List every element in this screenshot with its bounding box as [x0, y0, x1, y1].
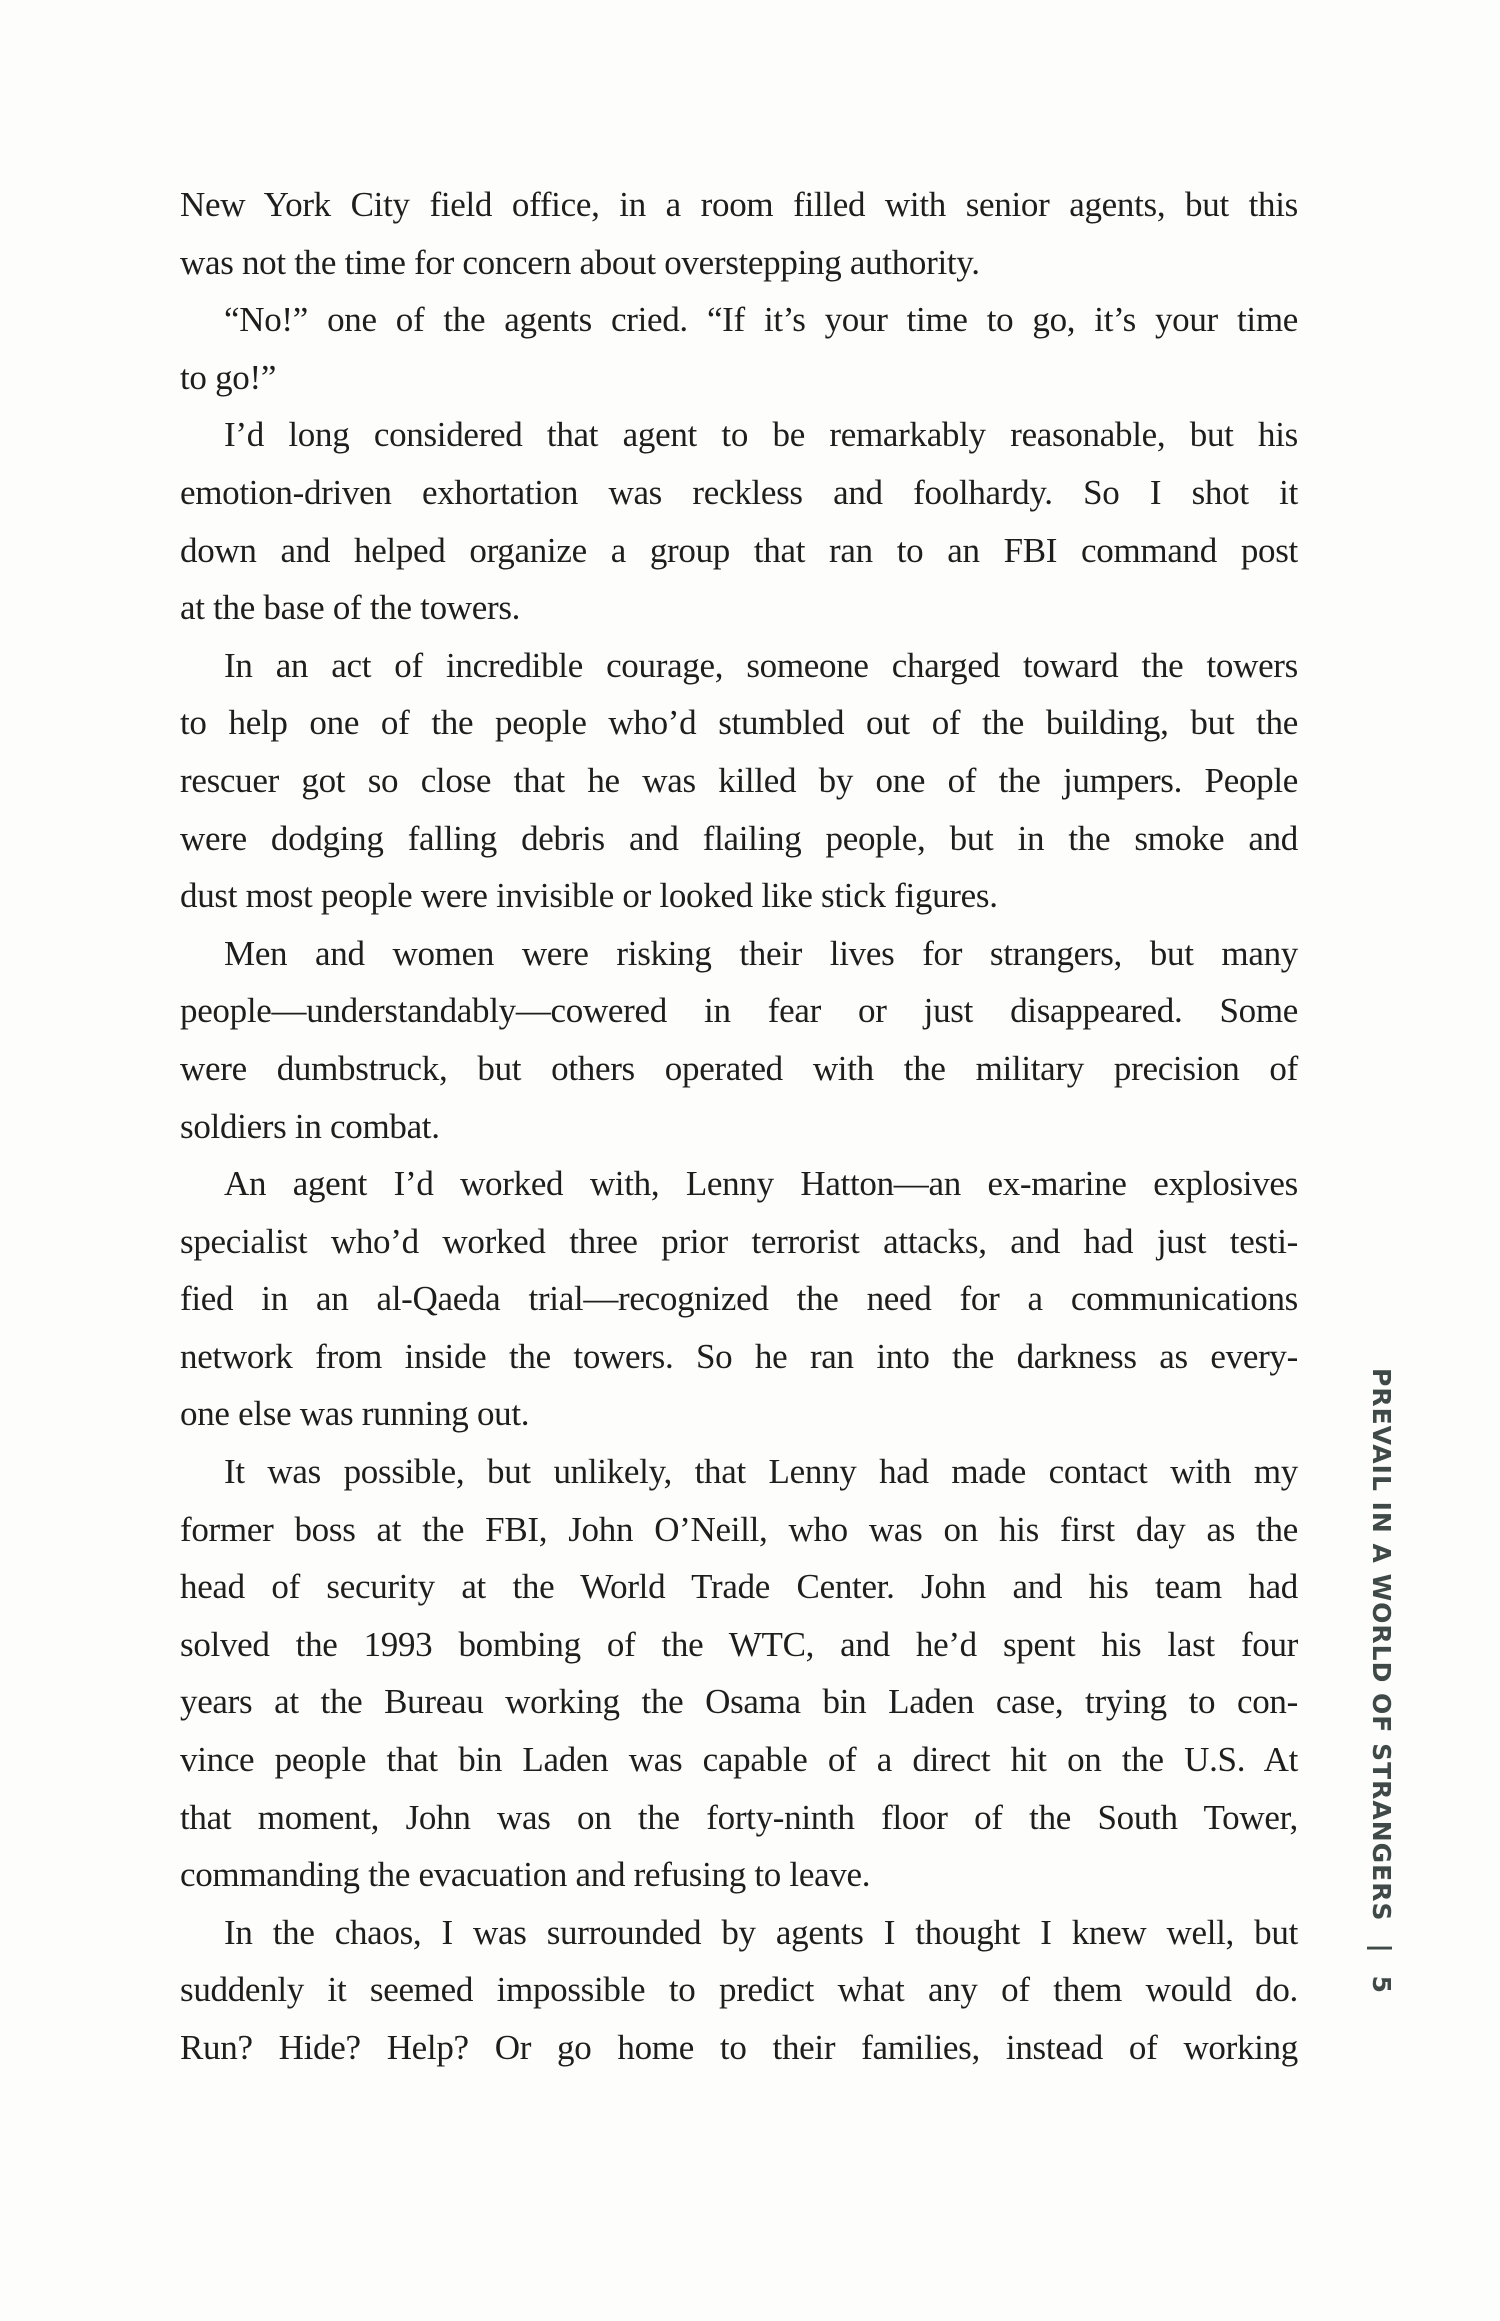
text-line: network from inside the towers. So he ran into the darkness as every-	[180, 1336, 1298, 1376]
paragraph	[180, 1904, 1298, 2077]
text-line: emotion-driven exhortation was reckless and foolhardy. So I shot it	[180, 472, 1298, 512]
text-line: to go!”	[180, 357, 277, 397]
page-number: 5	[1367, 1975, 1396, 1995]
text-line: former boss at the FBI, John O’Neill, who was on his first day as the	[180, 1509, 1298, 1549]
text-line: Run? Hide? Help? Or go home to their families, instead of working	[180, 2028, 1298, 2067]
text-line: solved the 1993 bombing of the WTC, and he’d spent his last four	[180, 1624, 1298, 1664]
text-line: An agent I’d worked with, Lenny Hatton—an ex-marine explosives	[224, 1164, 1298, 1204]
text-line: soldiers in combat.	[180, 1106, 440, 1146]
text-line: was not the time for concern about overstepping authority.	[180, 242, 980, 282]
paragraph	[180, 637, 1298, 925]
text-line: fied in an al-Qaeda trial—recognized the need for a communications	[180, 1279, 1298, 1319]
text-line: down and helped organize a group that ran to an FBI command post	[180, 530, 1298, 570]
text-line: I’d long considered that agent to be remarkably reasonable, but his	[224, 415, 1298, 455]
paragraph	[180, 406, 1298, 636]
book-title: PREVAIL IN A WORLD OF STRANGERS	[1367, 1368, 1396, 1922]
text-line: to help one of the people who’d stumbled out of the building, but the	[180, 703, 1298, 743]
paragraph	[180, 291, 1298, 406]
text-line: commanding the evacuation and refusing to leave.	[180, 1855, 871, 1895]
text-line: one else was running out.	[180, 1394, 530, 1434]
paragraph	[180, 176, 1298, 291]
text-line: specialist who’d worked three prior terrorist attacks, and had just testi-	[180, 1221, 1298, 1261]
body-text	[180, 176, 1298, 2077]
paragraph	[180, 1155, 1298, 1443]
text-line: It was possible, but unlikely, that Lenny had made contact with my	[224, 1452, 1298, 1492]
text-line: were dumbstruck, but others operated with the military precision of	[180, 1048, 1298, 1088]
text-line: “No!” one of the agents cried. “If it’s your time to go, it’s your time	[224, 300, 1298, 340]
text-line: suddenly it seemed impossible to predict what any of them would do.	[180, 1970, 1298, 2010]
text-line: New York City field office, in a room filled with senior agents, but this	[180, 185, 1298, 224]
running-header	[1360, 1368, 1400, 2028]
text-line: In the chaos, I was surrounded by agents I thought I knew well, but	[224, 1912, 1298, 1952]
text-line: at the base of the towers.	[180, 588, 521, 628]
text-line: In an act of incredible courage, someone charged toward the towers	[224, 645, 1298, 685]
text-line: people—understandably—cowered in fear or just disappeared. Some	[180, 991, 1298, 1031]
text-line: dust most people were invisible or looked like stick figures.	[180, 876, 998, 916]
text-line: vince people that bin Laden was capable of a direct hit on the U.S. At	[180, 1740, 1298, 1780]
text-line: head of security at the World Trade Center. John and his team had	[180, 1567, 1298, 1607]
text-line: were dodging falling debris and flailing people, but in the smoke and	[180, 818, 1298, 858]
text-line: Men and women were risking their lives for strangers, but many	[224, 933, 1298, 973]
paragraph	[180, 1443, 1298, 1904]
text-line: that moment, John was on the forty-ninth floor of the South Tower,	[180, 1797, 1298, 1837]
paragraph	[180, 925, 1298, 1155]
separator: |	[1367, 1943, 1396, 1954]
text-line: rescuer got so close that he was killed by one of the jumpers. People	[180, 760, 1298, 800]
text-line: years at the Bureau working the Osama bin Laden case, trying to con-	[180, 1682, 1298, 1722]
